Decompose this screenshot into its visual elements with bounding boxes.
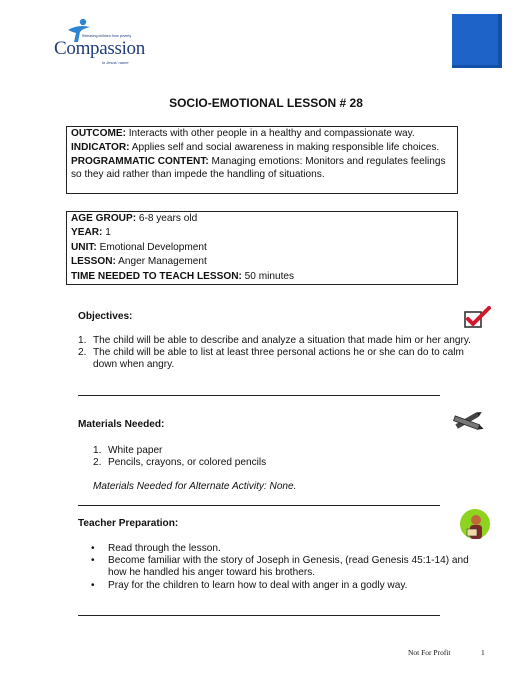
year-label: YEAR: <box>71 227 103 239</box>
outcome-line <box>71 128 453 140</box>
list-item <box>78 555 478 579</box>
unit-label: UNIT: <box>71 241 97 253</box>
divider <box>78 395 440 396</box>
objectives-heading: Objectives: <box>78 311 133 322</box>
list-text: Read through the lesson. <box>108 543 221 554</box>
alternate-materials-note: Materials Needed for Alternate Activity: None. <box>93 481 297 492</box>
indicator-line <box>71 142 453 154</box>
year-text: 1 <box>102 227 111 239</box>
bullet: • <box>91 555 95 567</box>
list-item <box>78 445 478 457</box>
year-line <box>71 227 453 239</box>
list-text: Become familiar with the story of Joseph in Genesis, (read Genesis 45:1-14) and how he handled his anger toward his brothers. <box>108 555 469 579</box>
unit-line <box>71 242 453 254</box>
corner-blue-block <box>452 14 502 68</box>
pencils-icon <box>451 408 487 432</box>
page-title: SOCIO-EMOTIONAL LESSON # 28 <box>169 96 363 110</box>
bullet: • <box>91 579 95 591</box>
materials-heading: Materials Needed: <box>78 419 165 430</box>
logo-tagline-top: Releasing children from poverty <box>82 34 132 38</box>
list-number: 2. <box>93 457 102 469</box>
list-item <box>78 347 478 371</box>
list-text: The child will be able to describe and analyze a situation that made him or her angry. <box>93 335 471 346</box>
lesson-text: Anger Management <box>115 256 207 268</box>
list-text: Pray for the children to learn how to deal with anger in a godly way. <box>108 579 408 591</box>
bullet: • <box>91 543 95 554</box>
list-item <box>78 543 478 555</box>
time-label: TIME NEEDED TO TEACH LESSON: <box>71 270 242 282</box>
divider <box>78 615 440 616</box>
teacher-reading-icon <box>458 508 492 546</box>
footer-not-for-profit: Not For Profit <box>408 648 451 657</box>
time-line <box>71 271 453 283</box>
lesson-label: LESSON: <box>71 256 116 268</box>
age-line <box>71 213 453 225</box>
outcome-text: Interacts with other people in a healthy and compassionate way. <box>125 128 415 139</box>
indicator-label: INDICATOR: <box>71 142 130 154</box>
footer-page-number: 1 <box>481 648 485 657</box>
checkbox-check-icon <box>462 305 492 331</box>
list-text: White paper <box>108 445 163 456</box>
unit-text: Emotional Development <box>96 241 207 253</box>
logo-tagline-bottom: in Jesus' name <box>102 60 129 65</box>
logo-brand-text: Compassion <box>54 38 145 59</box>
indicator-text: Applies self and social awareness in making responsible life choices. <box>129 142 440 154</box>
compassion-logo <box>52 18 164 68</box>
content-line <box>71 156 453 180</box>
list-item <box>78 580 478 592</box>
list-item <box>78 335 478 347</box>
objectives-list <box>78 335 478 372</box>
age-text: 6-8 years old <box>136 213 198 224</box>
list-number: 1. <box>93 445 102 456</box>
age-label: AGE GROUP: <box>71 213 137 224</box>
divider <box>78 505 440 506</box>
content-label: PROGRAMMATIC CONTENT: <box>71 156 209 168</box>
list-text: The child will be able to list at least three personal actions he or she can do to calm down when angry. <box>93 347 464 371</box>
outcome-label: OUTCOME: <box>71 128 126 139</box>
list-number: 2. <box>78 347 87 359</box>
list-text: Pencils, crayons, or colored pencils <box>108 457 267 469</box>
time-text: 50 minutes <box>241 270 295 282</box>
lesson-info-box <box>66 211 458 285</box>
preparation-list <box>78 543 478 592</box>
lesson-line <box>71 256 453 268</box>
list-number: 1. <box>78 335 87 346</box>
list-item <box>78 457 478 469</box>
preparation-heading: Teacher Preparation: <box>78 518 179 529</box>
content-text: Managing emotions: Monitors and regulates feelings so they aid rather than impede the handling of situations. <box>71 156 446 180</box>
materials-list <box>78 445 478 469</box>
outcome-box <box>66 126 458 194</box>
